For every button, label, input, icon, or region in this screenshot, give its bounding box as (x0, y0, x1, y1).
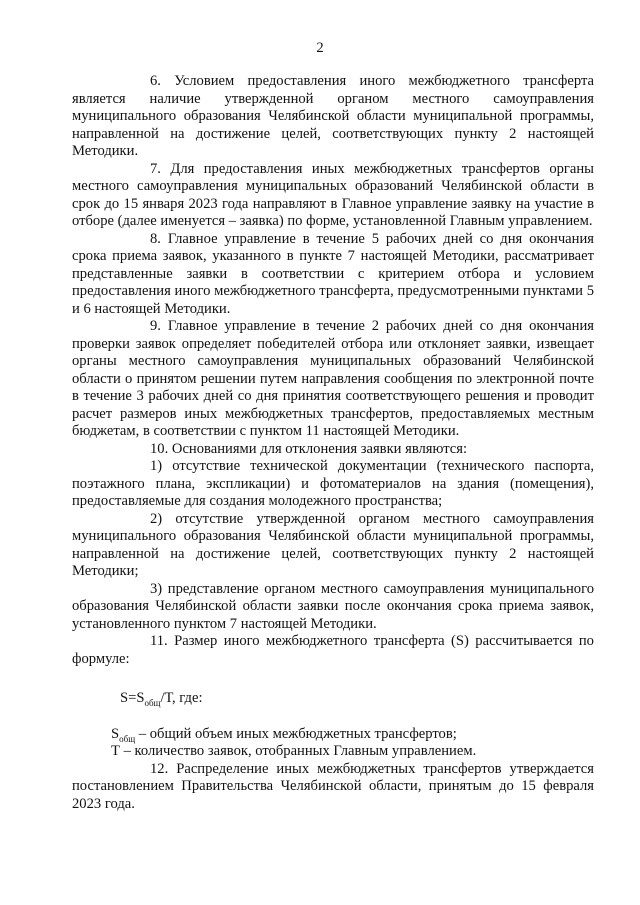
list-text: отсутствие технической документации (технического паспорта, поэтажного плана, экспликации) и фотоматериалов на здания (помещения), предоставляемые для создания молодежного пространства; (72, 458, 594, 509)
definition-s-total (72, 726, 594, 744)
list-item-2 (72, 511, 594, 581)
list-number: 2) (150, 510, 163, 527)
list-item-3 (72, 581, 594, 634)
paragraph-text: Условием предоставления иного межбюджетного трансферта является наличие утвержденной органом местного самоуправления муниципального образования Челябинской области муниципальной программы, направленной на достижение целей, соответствующих пункту 2 настоящей Методики. (72, 73, 594, 159)
definition-subscript: общ (119, 733, 136, 744)
paragraph-number: 7. (150, 160, 161, 177)
paragraph-number: 9. (150, 318, 161, 334)
paragraph-text: Основаниями для отклонения заявки являются: (171, 440, 468, 457)
paragraph-12 (72, 761, 594, 814)
paragraph-text: Для предоставления иных межбюджетных трансфертов органы местного самоуправления муниципальных образований Челябинской области в срок до 15 января 2023 года направляют в Главное управление заявку на участие в отборе (далее именуется – заявка) по форме, установленной Главным управлением. (72, 160, 594, 229)
list-text: отсутствие утвержденной органом местного самоуправления муниципального образования Челябинской области муниципальной программы, направленной на достижение целей, соответствующих пункту 2 настоящей Методики; (72, 510, 594, 579)
list-number: 3) (150, 580, 163, 597)
paragraph-11 (72, 633, 594, 668)
paragraph-7 (72, 161, 594, 231)
paragraph-8 (72, 231, 594, 319)
document-body (72, 73, 594, 813)
paragraph-text: Главное управление в течение 5 рабочих дней со дня окончания срока приема заявок, указанного в пункте 7 настоящей Методики, рассматривает представленные заявки в соответствии с критерием отбора и условием предоставления иного межбюджетного трансферта, предусмотренными пунктами 5 и 6 настоящей Методики. (72, 230, 594, 317)
paragraph-text: Главное управление в течение 2 рабочих дней со дня окончания проверки заявок определяет победителей отбора или отклоняет заявки, извещает органы местного самоуправления муниципальных образований Челябинской области о принятом решении путем направления сообщения по электронной почте в течение 3 рабочих дней со дня принятия соответствующего решения и проводит расчет размеров иных межбюджетных трансфертов, предоставляемых местным бюджетам, в соответствии с пунктом 11 настоящей Методики. (72, 318, 594, 439)
definition-symbol: S (111, 725, 120, 742)
list-number: 1) (150, 458, 163, 474)
page-number: 2 (316, 40, 324, 56)
paragraph-10 (72, 441, 594, 459)
paragraph-number: 11. (150, 633, 168, 649)
definition-text: – количество заявок, отобранных Главным управлением. (119, 743, 477, 759)
definition-t (72, 743, 594, 761)
formula-lhs: S=S (120, 690, 145, 706)
list-text: представление органом местного самоуправления муниципального образования Челябинской области заявки после окончания срока приема заявок, установленного пунктом 7 настоящей Методики. (72, 580, 594, 632)
paragraph-number: 6. (150, 73, 161, 89)
formula (72, 690, 594, 708)
paragraph-9 (72, 318, 594, 441)
paragraph-text: Размер иного межбюджетного трансферта (S) рассчитывается по формуле: (72, 633, 594, 667)
paragraph-number: 10. (150, 440, 169, 457)
paragraph-number: 8. (150, 230, 161, 247)
paragraph-text: Распределение иных межбюджетных трансфертов утверждается постановлением Правительства Челябинской области, принятым до 15 февраля 2023 года. (72, 760, 595, 812)
definition-text: – общий объем иных межбюджетных трансфертов; (135, 725, 457, 742)
list-item-1 (72, 458, 594, 511)
paragraph-number: 12. (150, 760, 169, 777)
formula-rhs: /Т, где: (160, 690, 203, 706)
definition-symbol: Т (111, 743, 120, 759)
paragraph-6 (72, 73, 594, 161)
formula-subscript: общ (144, 697, 161, 708)
